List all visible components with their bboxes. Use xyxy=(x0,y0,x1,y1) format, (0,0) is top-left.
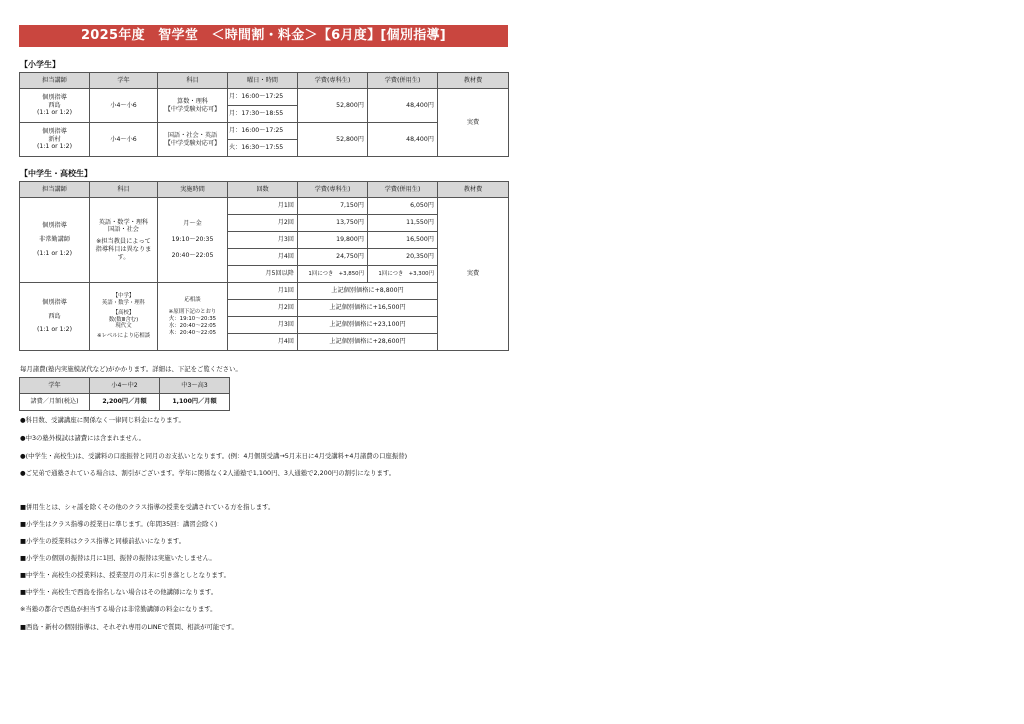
fee-main-cell: 13,750円 xyxy=(298,215,368,232)
teacher-cell xyxy=(20,123,90,157)
subject-line: 【高校】 xyxy=(112,309,135,316)
fee-main-cell: 19,800円 xyxy=(298,232,368,249)
rule-item: ■小学生の授業料はクラス指導と同様前払いになります。 xyxy=(20,537,186,545)
grade-cell: 小4〜小6 xyxy=(90,89,158,123)
teacher-cell xyxy=(20,283,90,351)
teacher-line: 個別指導 xyxy=(42,127,67,135)
header-cell: 担当講師 xyxy=(20,73,90,89)
fee-cell: 上記個別価格に+16,500円 xyxy=(298,300,438,317)
header-cell: 担当講師 xyxy=(20,182,90,198)
header-cell: 学費(専科生) xyxy=(298,73,368,89)
secondary-table xyxy=(19,181,509,351)
grade-cell: 小4〜小6 xyxy=(90,123,158,157)
subject-line: ※担当教員によって xyxy=(96,238,151,246)
rule-item: ■小学生の個別の振替は月に1回、振替の振替は実施いたしません。 xyxy=(20,554,216,562)
time-cell: 月：16:00〜17:25 xyxy=(228,123,298,140)
misc-fee-intro: 毎月諸費(塾内実施模試代など)がかかります。詳細は、下記をご覧ください。 xyxy=(20,365,242,373)
row-label-cell: 諸費／月額(税込) xyxy=(20,394,90,411)
fee-combined-cell: 16,500円 xyxy=(368,232,438,249)
fee-combined-cell: 48,400円 xyxy=(368,89,438,123)
fee-cell: 上記個別価格に+28,600円 xyxy=(298,334,438,351)
time-cell xyxy=(158,283,228,351)
subject-line: 現代文 xyxy=(115,323,132,330)
header-cell: 教材費 xyxy=(438,182,509,198)
table-header-row xyxy=(20,73,509,89)
time-line: 20:40〜22:05 xyxy=(171,251,214,259)
table-row xyxy=(20,89,509,106)
header-cell: 学年 xyxy=(90,73,158,89)
note-item: ●科目数、受講講座に関係なく一律同じ料金になります。 xyxy=(20,416,185,424)
fee-combined-cell: 6,050円 xyxy=(368,198,438,215)
note-item: ●(中学生・高校生)は、受講料の口座振替と同月のお支払いとなります。(例：4月個別受講→5月末日に4月受講料+4月諸費の口座振替) xyxy=(20,452,408,460)
value-cell: 2,200円／月額 xyxy=(90,394,160,411)
subject-cell xyxy=(90,283,158,351)
time-cell: 月：17:30〜18:55 xyxy=(228,106,298,123)
teacher-line: 西島 xyxy=(48,101,61,109)
rule-item: ■小学生はクラス指導の授業日に準じます。(年間35回：講習会除く) xyxy=(20,520,218,528)
count-cell: 月3回 xyxy=(228,317,298,334)
fee-cell: 上記個別価格に+23,100円 xyxy=(298,317,438,334)
material-cell: 実費 xyxy=(438,89,509,157)
rule-item: ■中学生・高校生で西島を指名しない場合はその他講師になります。 xyxy=(20,588,218,596)
subject-line: ※レベルにより応相談 xyxy=(96,333,151,339)
rule-item: ■西島・新村の個別指導は、それぞれ専用のLINEで質問、相談が可能です。 xyxy=(20,623,238,631)
page-title: 2025年度 智学堂 ＜時間割・料金＞【6月度】[個別指導] xyxy=(19,25,508,47)
fee-main-cell: 7,150円 xyxy=(298,198,368,215)
fee-main-cell: 24,750円 xyxy=(298,249,368,266)
fee-main-cell: 52,800円 xyxy=(298,123,368,157)
teacher-line: 個別指導 xyxy=(42,93,67,101)
rule-item: ■中学生・高校生の授業料は、授業翌月の月末に引き落としとなります。 xyxy=(20,571,231,579)
table-row xyxy=(20,394,230,411)
teacher-line: (1:1 or 1:2) xyxy=(36,143,72,151)
subject-line: 英語・数学・理科 xyxy=(98,218,149,226)
subject-line: 【中学受験対応可】 xyxy=(164,105,221,113)
fee-combined-cell: 20,350円 xyxy=(368,249,438,266)
misc-fee-table xyxy=(19,377,230,411)
time-cell: 火：16:30〜17:55 xyxy=(228,140,298,157)
teacher-cell xyxy=(20,198,90,283)
subject-line: 【中学受験対応可】 xyxy=(164,139,221,147)
time-line: 19:10〜20:35 xyxy=(171,236,214,244)
table-header-row xyxy=(20,182,509,198)
header-cell: 実施時間 xyxy=(158,182,228,198)
elementary-table xyxy=(19,72,509,157)
count-cell: 月4回 xyxy=(228,249,298,266)
time-cell xyxy=(158,198,228,283)
rule-item: ■併用生とは、シャ謡を除くその他のクラス指導の授業を受講されている方を指します。 xyxy=(20,503,275,511)
count-cell: 月2回 xyxy=(228,215,298,232)
subject-line: 英語・数学・理科 xyxy=(101,300,146,306)
subject-line: 国語・社会・英語 xyxy=(167,131,218,139)
header-cell: 科目 xyxy=(158,73,228,89)
elementary-heading: 【小学生】 xyxy=(20,60,60,69)
header-cell: 学費(専科生) xyxy=(298,182,368,198)
count-cell: 月3回 xyxy=(228,232,298,249)
rule-item: ※当塾の都合で西島が担当する場合は非常勤講師の料金になります。 xyxy=(20,605,217,613)
header-cell: 学費(併用生) xyxy=(368,73,438,89)
teacher-cell xyxy=(20,89,90,123)
teacher-line: (1:1 or 1:2) xyxy=(36,109,72,117)
time-line: 水：20:40〜22:05 xyxy=(168,322,217,329)
note-item: ●中3の塾外模試は諸費には含まれません。 xyxy=(20,434,146,442)
subject-line: 【中学】 xyxy=(112,293,135,300)
header-cell: 教材費 xyxy=(438,73,509,89)
header-cell: 中3〜高3 xyxy=(160,378,230,394)
count-cell: 月1回 xyxy=(228,283,298,300)
count-cell: 月1回 xyxy=(228,198,298,215)
material-cell: 実費 xyxy=(438,198,509,351)
subject-line: 指導科目は異なりま xyxy=(95,245,152,253)
subject-line: 数(数Ⅲ含む) xyxy=(108,316,139,323)
fee-combined-cell: 48,400円 xyxy=(368,123,438,157)
header-cell: 学年 xyxy=(20,378,90,394)
count-cell: 月2回 xyxy=(228,300,298,317)
count-cell: 月4回 xyxy=(228,334,298,351)
header-cell: 科目 xyxy=(90,182,158,198)
subject-line: 算数・理科 xyxy=(177,97,208,105)
count-cell: 月5回以降 xyxy=(228,266,298,283)
subject-line: 国語・社会 xyxy=(108,226,139,234)
table-row xyxy=(20,283,509,300)
table-row xyxy=(20,123,509,140)
table-header-row xyxy=(20,378,230,394)
time-line: 木：20:40〜22:05 xyxy=(168,329,217,336)
table-row xyxy=(20,198,509,215)
header-cell: 曜日・時間 xyxy=(228,73,298,89)
secondary-heading: 【中学生・高校生】 xyxy=(20,169,92,178)
note-item: ●ご兄弟で通塾されている場合は、割引がございます。学年に関係なく2人通塾で1,100円、3人通塾で2,200円の割引になります。 xyxy=(20,469,396,477)
fee-combined-cell: 11,550円 xyxy=(368,215,438,232)
teacher-line: 個別指導 xyxy=(42,222,67,230)
time-line: 応相談 xyxy=(184,296,201,303)
subject-cell xyxy=(90,198,158,283)
header-cell: 学費(併用生) xyxy=(368,182,438,198)
header-cell: 小4〜中2 xyxy=(90,378,160,394)
fee-cell: 上記個別価格に+8,800円 xyxy=(298,283,438,300)
teacher-line: (1:1 or 1:2) xyxy=(36,326,72,334)
value-cell: 1,100円／月額 xyxy=(160,394,230,411)
time-line: 月〜金 xyxy=(183,220,202,228)
time-cell: 月：16:00〜17:25 xyxy=(228,89,298,106)
fee-main-cell: 52,800円 xyxy=(298,89,368,123)
time-line: ※原則下記のとおり xyxy=(168,309,217,316)
teacher-line: (1:1 or 1:2) xyxy=(36,249,72,257)
fee-main-cell: 1回につき +3,850円 xyxy=(298,266,368,283)
subject-cell xyxy=(158,123,228,157)
teacher-line: 新村 xyxy=(48,135,61,143)
header-cell: 回数 xyxy=(228,182,298,198)
teacher-line: 非常勤講師 xyxy=(39,236,70,244)
teacher-line: 個別指導 xyxy=(42,298,67,306)
teacher-line: 西島 xyxy=(48,312,61,320)
fee-combined-cell: 1回につき +3,300円 xyxy=(368,266,438,283)
subject-cell xyxy=(158,89,228,123)
subject-line: す。 xyxy=(117,253,130,261)
time-line: 火：19:10〜20:35 xyxy=(168,316,217,323)
